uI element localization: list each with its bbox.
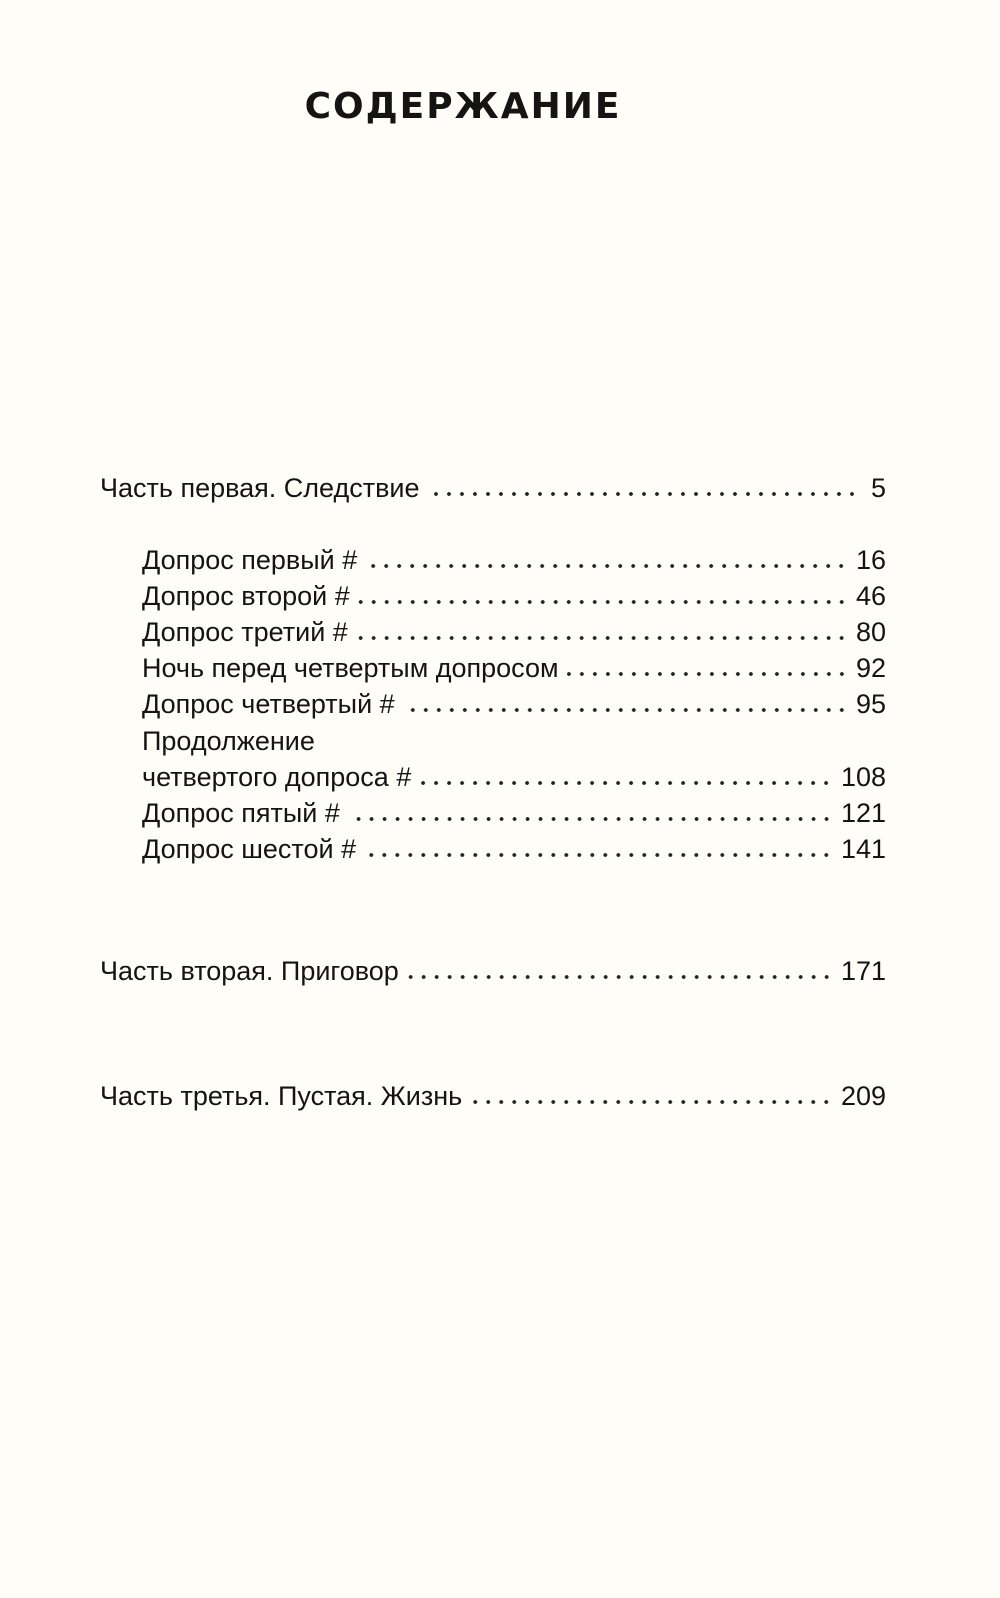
dot-leader bbox=[470, 1080, 833, 1112]
toc-entry-page: 95 bbox=[855, 689, 886, 719]
toc-entry-title: Часть первая. Следствие bbox=[100, 473, 420, 503]
toc-entry-part-1[interactable] bbox=[100, 472, 886, 504]
toc-entry-title: Часть вторая. Приговор bbox=[100, 956, 399, 986]
dot-leader bbox=[419, 761, 833, 793]
toc-entry-interrogation-6[interactable] bbox=[142, 833, 886, 865]
dot-leader bbox=[403, 688, 848, 720]
toc-entry-title: Допрос шестой # bbox=[142, 834, 357, 864]
toc-entry-page: 5 bbox=[870, 473, 886, 503]
dot-leader bbox=[358, 580, 848, 612]
toc-entry-page: 46 bbox=[855, 581, 886, 611]
toc-entry-page: 171 bbox=[840, 956, 886, 986]
toc-entry-part-3[interactable] bbox=[100, 1080, 886, 1112]
toc-entry-interrogation-2[interactable] bbox=[142, 580, 886, 612]
toc-entry-interrogation-1[interactable] bbox=[142, 544, 886, 576]
toc-entry-page: 80 bbox=[855, 617, 886, 647]
dot-leader bbox=[567, 652, 848, 684]
toc-entry-interrogation-4[interactable] bbox=[142, 688, 886, 720]
page-title: СОДЕРЖАНИЕ bbox=[304, 86, 622, 127]
toc-entry-title: Допрос пятый # bbox=[142, 798, 340, 828]
toc-entry-night-before-fourth[interactable] bbox=[142, 652, 886, 684]
dot-leader bbox=[348, 797, 833, 829]
toc-entry-title: Допрос второй # bbox=[142, 581, 350, 611]
dot-leader bbox=[365, 544, 848, 576]
toc-entry-title: Допрос третий # bbox=[142, 617, 348, 647]
toc-entry-interrogation-4-continued[interactable] bbox=[142, 761, 886, 793]
toc-entry-page: 141 bbox=[840, 834, 886, 864]
toc-entry-title: четвертого допроса # bbox=[142, 762, 412, 792]
toc-entry-title: Допрос четвертый # bbox=[142, 689, 395, 719]
toc-entry-title: Допрос первый # bbox=[142, 545, 358, 575]
toc-entry-page: 16 bbox=[855, 545, 886, 575]
toc-entry-page: 108 bbox=[840, 762, 886, 792]
toc-entry-title-line1: Продолжение bbox=[142, 726, 315, 756]
dot-leader bbox=[428, 472, 858, 504]
toc-entry-interrogation-5[interactable] bbox=[142, 797, 886, 829]
toc-entry-title: Ночь перед четвертым допросом bbox=[142, 653, 559, 683]
toc-entry-page: 121 bbox=[840, 798, 886, 828]
toc-entry-part-2[interactable] bbox=[100, 955, 886, 987]
dot-leader bbox=[407, 955, 833, 987]
toc-entry-title: Часть третья. Пустая. Жизнь bbox=[100, 1081, 463, 1111]
dot-leader bbox=[364, 833, 833, 865]
toc-entry-interrogation-3[interactable] bbox=[142, 616, 886, 648]
dot-leader bbox=[356, 616, 848, 648]
toc-entry-page: 209 bbox=[840, 1081, 886, 1111]
toc-entry-page: 92 bbox=[855, 653, 886, 683]
